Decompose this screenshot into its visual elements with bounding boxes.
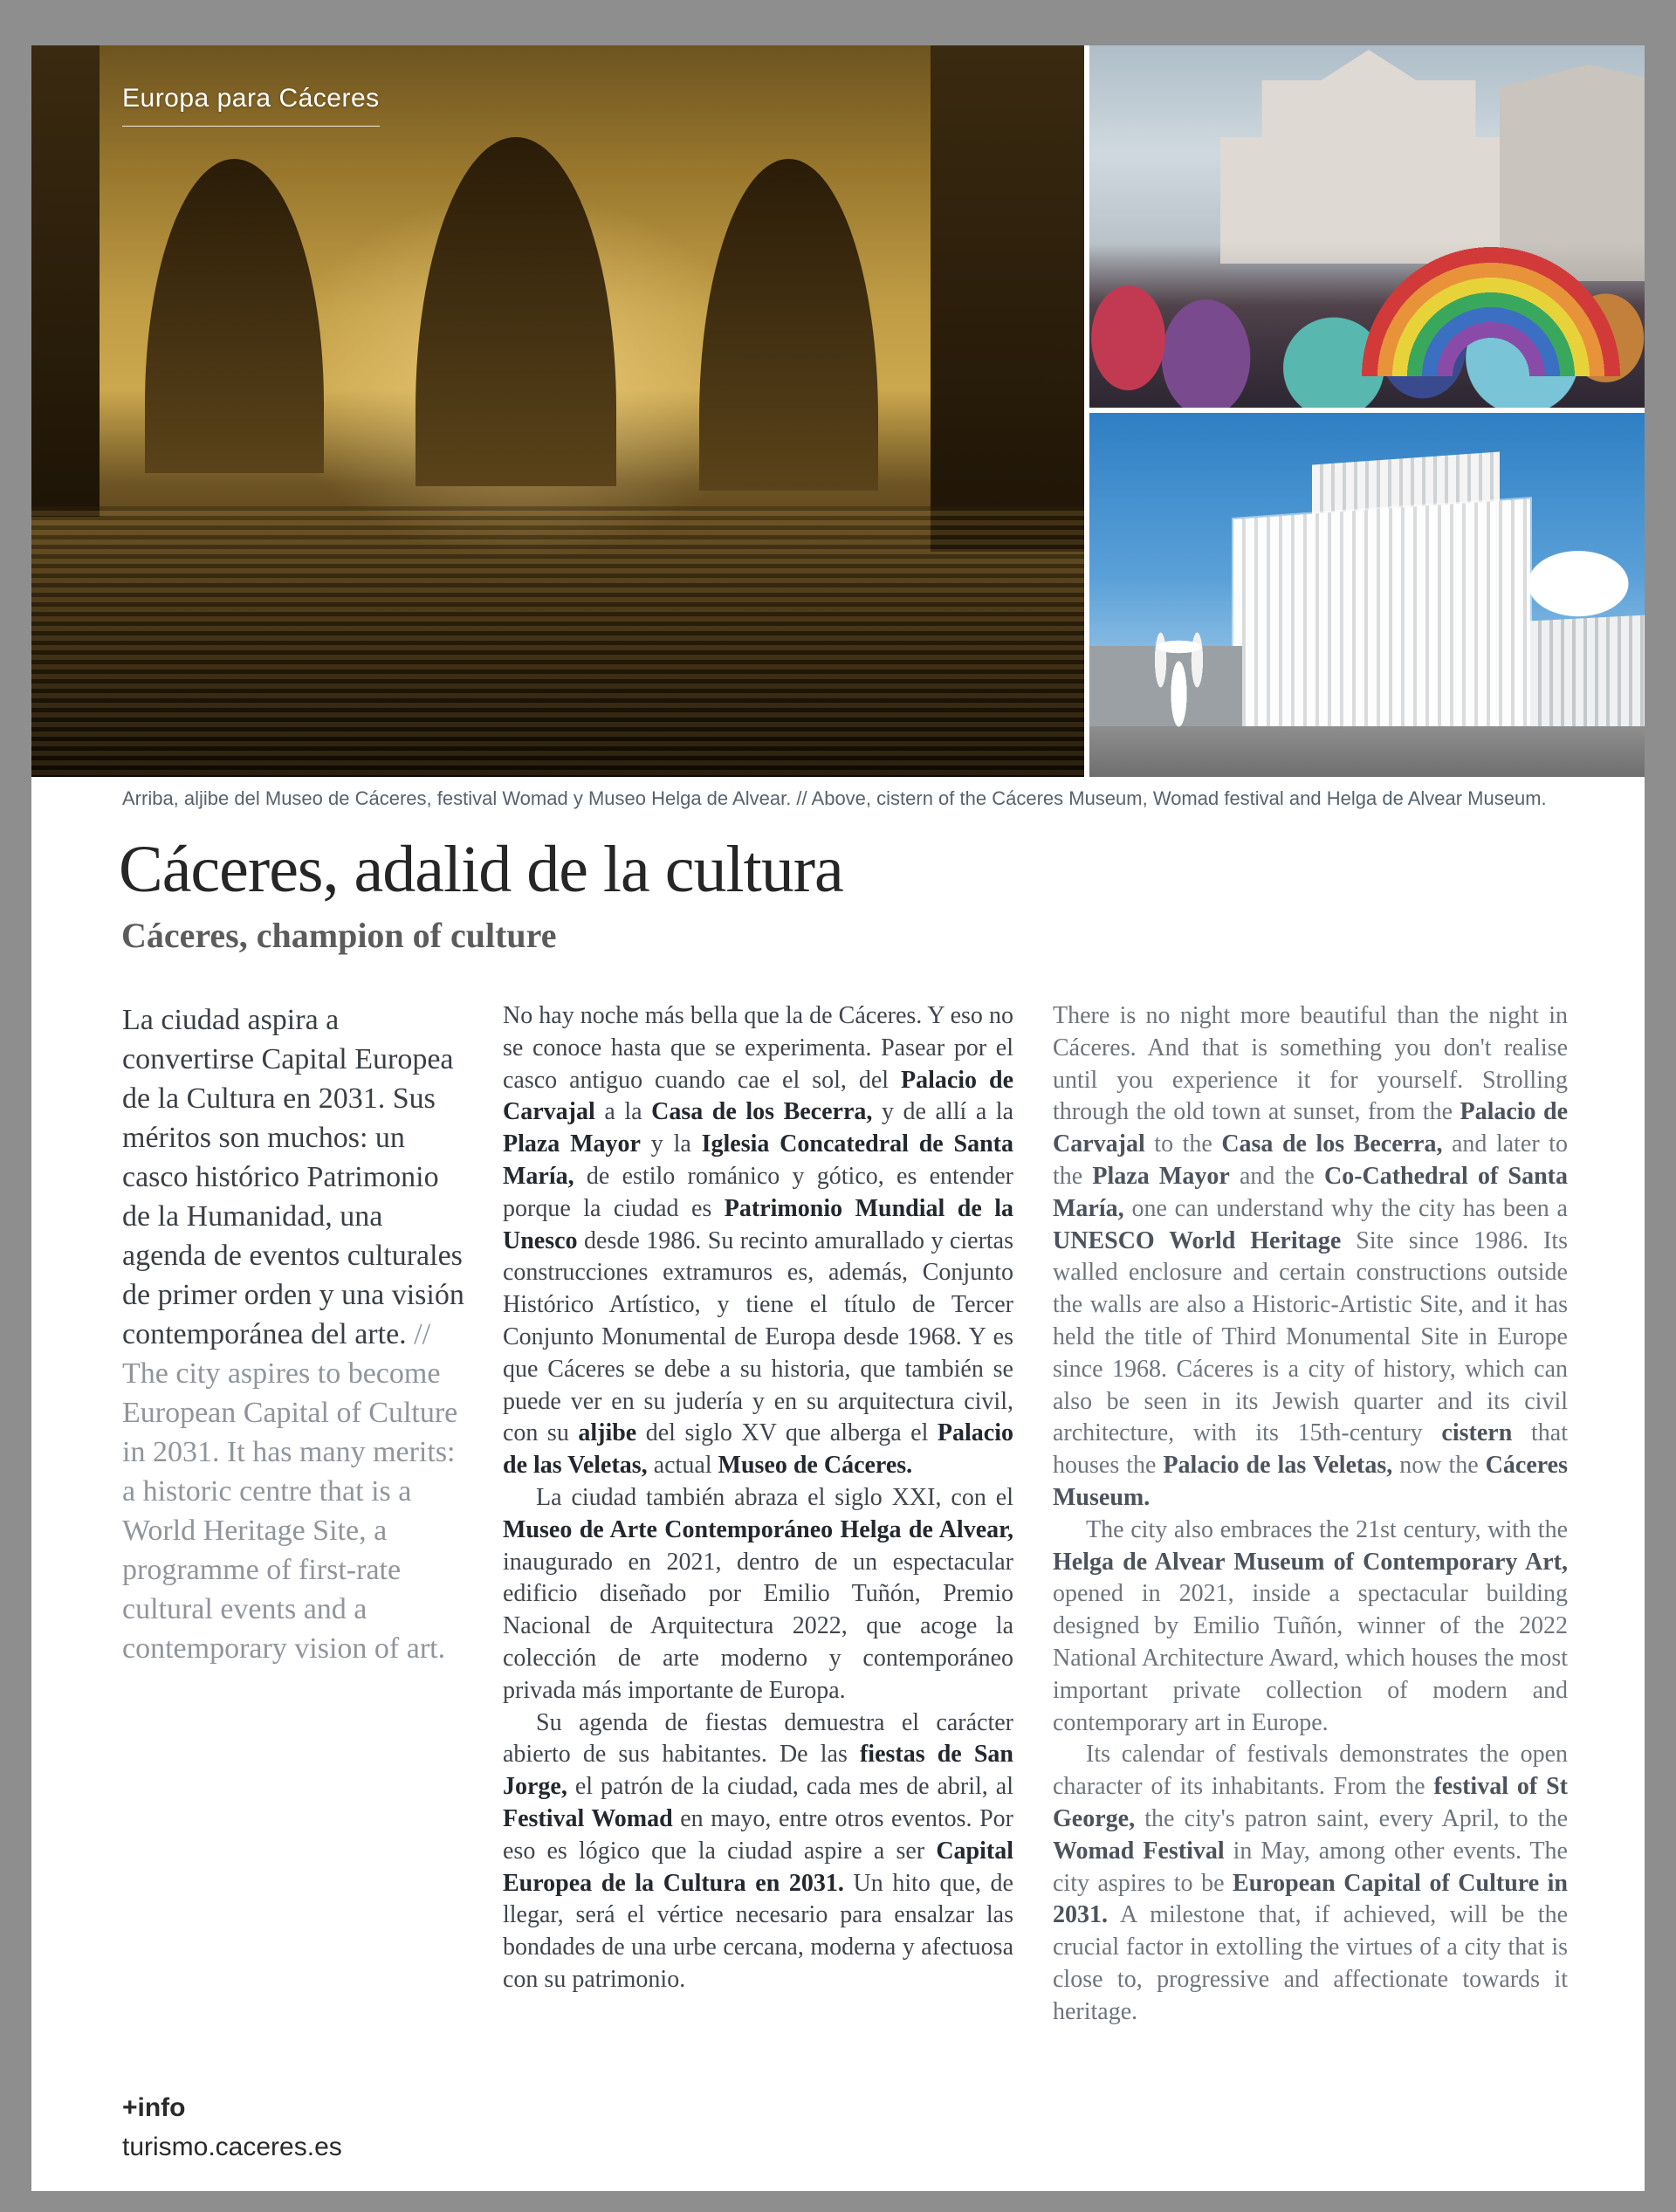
intro-column [122, 1000, 473, 1668]
cistern-arch [416, 137, 616, 486]
page-title: Cáceres, adalid de la cultura [119, 833, 843, 906]
cistern-water-reflection [31, 506, 1084, 777]
rainbow-graphic [1360, 245, 1622, 376]
body-paragraph-es: Su agenda de fiestas demuestra el carácter abierto de sus habitantes. De las fiestas de San Jorge, el patrón de la ciudad, cada mes de abril, al Festival Womad en mayo, entre otros eventos. Por eso es lógico que la ciudad aspire a ser Capital Europea de la Cultura en 2031. Un hito que, de llegar, será el vértice necesario para ensalzar las bondades de una urbe cercana, moderna y afectuosa con su patrimonio. [503, 1708, 1014, 1993]
page-subtitle: Cáceres, champion of culture [121, 916, 557, 955]
magazine-page [31, 45, 1645, 2191]
white-tree-sculpture [1137, 602, 1220, 733]
museum-building-annex [1530, 615, 1645, 739]
intro-paragraph: La ciudad aspira a convertirse Capital Europea de la Cultura en 2031. Sus méritos son muchos: un casco histórico Patrimonio de la Humanidad, una agenda de eventos culturales de primer orden y una visión contemporánea del arte. // The city aspires to become European Capital of Culture in 2031. It has many merits: a historic centre that is a World Heritage Site, a programme of first-rate cultural events and a contemporary vision of art. [122, 1004, 464, 1665]
info-label: +info [122, 2093, 186, 2122]
body-paragraph-es: No hay noche más bella que la de Cáceres. Y eso no se conoce hasta que se experimenta. Pasear por el casco antiguo cuando cae el sol, del Palacio de Carvajal a la Casa de los Becerra, y de allí a la Plaza Mayor y la Iglesia Concatedral de Santa María, de estilo románico y gótico, es entender porque la ciudad es Patrimonio Mundial de la Unesco desde 1986. Su recinto amurallado y ciertas construcciones extramuros es, además, Conjunto Histórico Artístico, y tiene el título de Tercer Conjunto Monumental de Europa desde 1968. Y es que Cáceres se debe a su historia, que también se puede ver en su judería y en su arquitectura civil, con su aljibe del siglo XV que alberga el Palacio de las Veletas, actual Museo de Cáceres. [503, 1002, 1014, 1480]
body-paragraph-en: The city also embraces the 21st century, with the Helga de Alvear Museum of Contemporary Art, opened in 2021, inside a spectacular building designed by Emilio Tuñón, winner of the 2022 National Architecture Award, which houses the most important private collection of modern and contemporary art in Europe. [1053, 1515, 1568, 1736]
body-paragraph-en: Its calendar of festivals demonstrates the open character of its inhabitants. From the festival of St George, the city's patron saint, every April, to the Womad Festival in May, among other events. The city aspires to be European Capital of Culture in 2031. A milestone that, if achieved, will be the crucial factor in extolling the virtues of a city that is close to, progressive and affectionate towards it heritage. [1053, 1741, 1568, 2025]
museum-ground [1089, 726, 1645, 777]
womad-festival-photo [1089, 45, 1645, 408]
church-facade [1220, 45, 1517, 264]
spanish-column [503, 1000, 1013, 1996]
tourism-website-link[interactable]: turismo.caceres.es [122, 2133, 342, 2161]
helga-de-alvear-museum-photo [1089, 413, 1645, 777]
aljibe-cistern-photo [31, 45, 1084, 777]
photo-collage [31, 45, 1645, 777]
english-column [1053, 1000, 1568, 2029]
section-label: Europa para Cáceres [122, 84, 380, 127]
cistern-pillar [31, 45, 100, 517]
museum-building-main [1233, 498, 1530, 746]
photo-caption: Arriba, aljibe del Museo de Cáceres, festival Womad y Museo Helga de Alvear. // Above, cistern of the Cáceres Museum, Womad festival and Helga de Alvear Museum. [122, 787, 1547, 809]
body-paragraph-es: La ciudad también abraza el siglo XXI, con el Museo de Arte Contemporáneo Helga de Alvear, inaugurado en 2021, dentro de un espectacular edificio diseñado por Emilio Tuñón, Premio Nacional de Arquitectura 2022, que acoge la colección de arte moderno y contemporáneo privada más importante de Europa. [503, 1483, 1013, 1704]
cistern-pillar [931, 45, 1084, 552]
more-info-block [122, 2088, 342, 2167]
body-paragraph-en: There is no night more beautiful than the night in Cáceres. And that is something you don't realise until you experience it for yourself. Strolling through the old town at sunset, from the Palacio de Carvajal to the Casa de los Becerra, and later to the Plaza Mayor and the Co-Cathedral of Santa María, one can understand why the city has been a UNESCO World Heritage Site since 1986. Its walled enclosure and certain constructions outside the walls are also a Historic-Artistic Site, and it has held the title of Third Monumental Site in Europe since 1968. Cáceres is a city of history, which can also be seen in its Jewish quarter and its civil architecture, with its 15th-century cistern that houses the Palacio de las Veletas, now the Cáceres Museum. [1053, 1002, 1569, 1511]
